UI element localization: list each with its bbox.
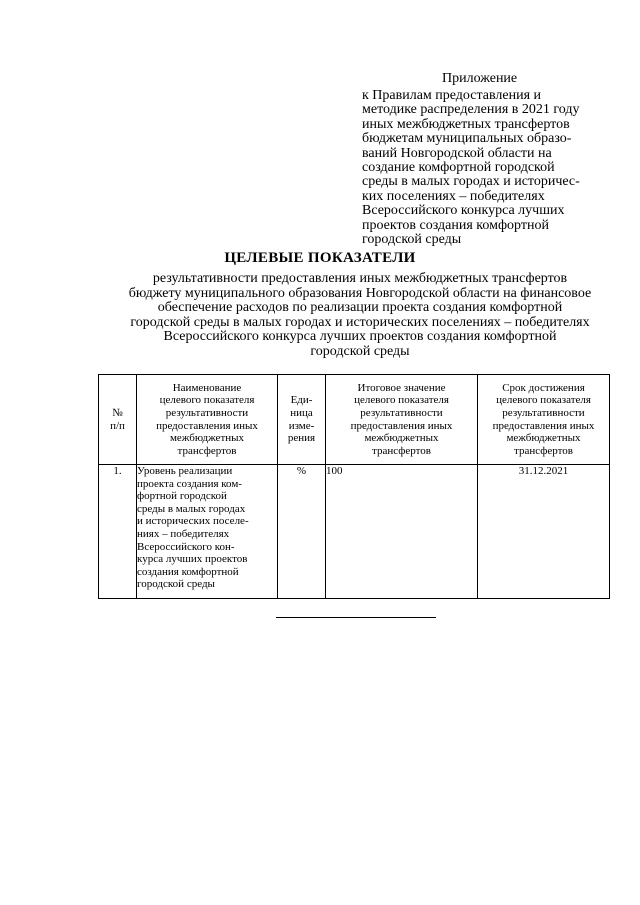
appendix-line: проектов создания комфортной	[362, 217, 549, 233]
appendix-line: иных межбюджетных трансфертов	[362, 116, 570, 132]
header-text: целевого показателя	[496, 394, 591, 407]
subtitle-line: бюджету муниципального образования Новгородской области на финансовое	[128, 285, 592, 301]
appendix-line: городской среды	[362, 232, 462, 248]
header-text: предоставления иных	[350, 419, 453, 432]
document-subtitle	[100, 272, 620, 360]
header-text: предоставления иных	[492, 419, 595, 432]
appendix-line: ваний Новгородской области на	[362, 145, 552, 161]
header-text: межбюджетных	[169, 432, 245, 445]
cell-text: проекта создания ком-	[137, 477, 242, 490]
cell-number: 1.	[99, 465, 137, 599]
appendix-line: среды в малых городах и историчес-	[362, 174, 580, 190]
table-row	[99, 465, 610, 599]
appendix-line: методике распределения в 2021 году	[362, 102, 580, 118]
header-text: результативности	[502, 406, 585, 419]
cell-text: курса лучших проектов	[137, 553, 248, 566]
header-text: межбюджетных	[506, 432, 581, 445]
header-text: Итоговое значение	[357, 381, 446, 394]
appendix-line: ких поселениях – победителях	[362, 188, 545, 204]
cell-final-value: 100	[326, 465, 478, 599]
subtitle-line: городской среды в малых городах и исторических поселениях – победителях	[130, 314, 590, 330]
cell-text: Всероссийского кон-	[137, 540, 235, 553]
subtitle-line: городской среды	[310, 343, 410, 359]
appendix-reference	[362, 89, 612, 247]
header-indicator-name	[137, 375, 278, 465]
cell-text: и исторических поселе-	[137, 515, 249, 528]
indicators-table	[98, 374, 610, 599]
header-text: рения	[287, 432, 316, 445]
appendix-line: Всероссийского конкурса лучших	[362, 203, 565, 219]
appendix-line: бюджетам муниципальных образо-	[362, 131, 572, 147]
cell-text: среды в малых городах	[137, 502, 246, 515]
header-text: изме-	[288, 419, 315, 432]
header-text: целевого показателя	[159, 394, 255, 407]
cell-text: городской среды	[137, 578, 215, 591]
subtitle-line: Всероссийского конкурса лучших проектов создания комфортной	[163, 329, 557, 345]
header-text: трансфертов	[177, 444, 237, 457]
subtitle-line: обеспечение расходов по реализации проекта создания комфортной	[157, 300, 563, 316]
document-heading: ЦЕЛЕВЫЕ ПОКАЗАТЕЛИ	[224, 250, 416, 266]
header-number	[99, 375, 137, 465]
header-text: Срок достижения	[502, 381, 585, 394]
header-text: трансфертов	[372, 444, 431, 457]
header-text: трансфертов	[514, 444, 573, 457]
cell-text: Уровень реализации	[137, 465, 233, 477]
closing-divider	[276, 617, 436, 618]
subtitle-line: результативности предоставления иных межбюджетных трансфертов	[152, 271, 568, 286]
header-text: Наименование	[172, 381, 242, 394]
cell-text: создания комфортной	[137, 565, 239, 578]
header-unit	[278, 375, 326, 465]
cell-text: ниях – победителях	[137, 527, 230, 540]
header-final-value	[326, 375, 478, 465]
table-header-row	[99, 375, 610, 465]
appendix-title: Приложение	[442, 71, 518, 86]
header-deadline	[478, 375, 610, 465]
header-text: п/п	[110, 419, 125, 432]
header-text: Еди-	[290, 394, 313, 407]
header-text: целевого показателя	[354, 394, 449, 407]
header-text: результативности	[360, 406, 443, 419]
cell-deadline: 31.12.2021	[478, 465, 610, 599]
header-text: межбюджетных	[364, 432, 439, 445]
cell-indicator-name	[137, 465, 278, 599]
header-text: результативности	[165, 406, 249, 419]
appendix-line: к Правилам предоставления и	[362, 88, 542, 103]
cell-unit: %	[278, 465, 326, 599]
header-text: №	[112, 406, 123, 419]
cell-text: фортной городской	[137, 490, 227, 503]
header-text: ница	[290, 406, 313, 419]
appendix-line: создание комфортной городской	[362, 160, 555, 176]
header-text: предоставления иных	[156, 419, 258, 432]
